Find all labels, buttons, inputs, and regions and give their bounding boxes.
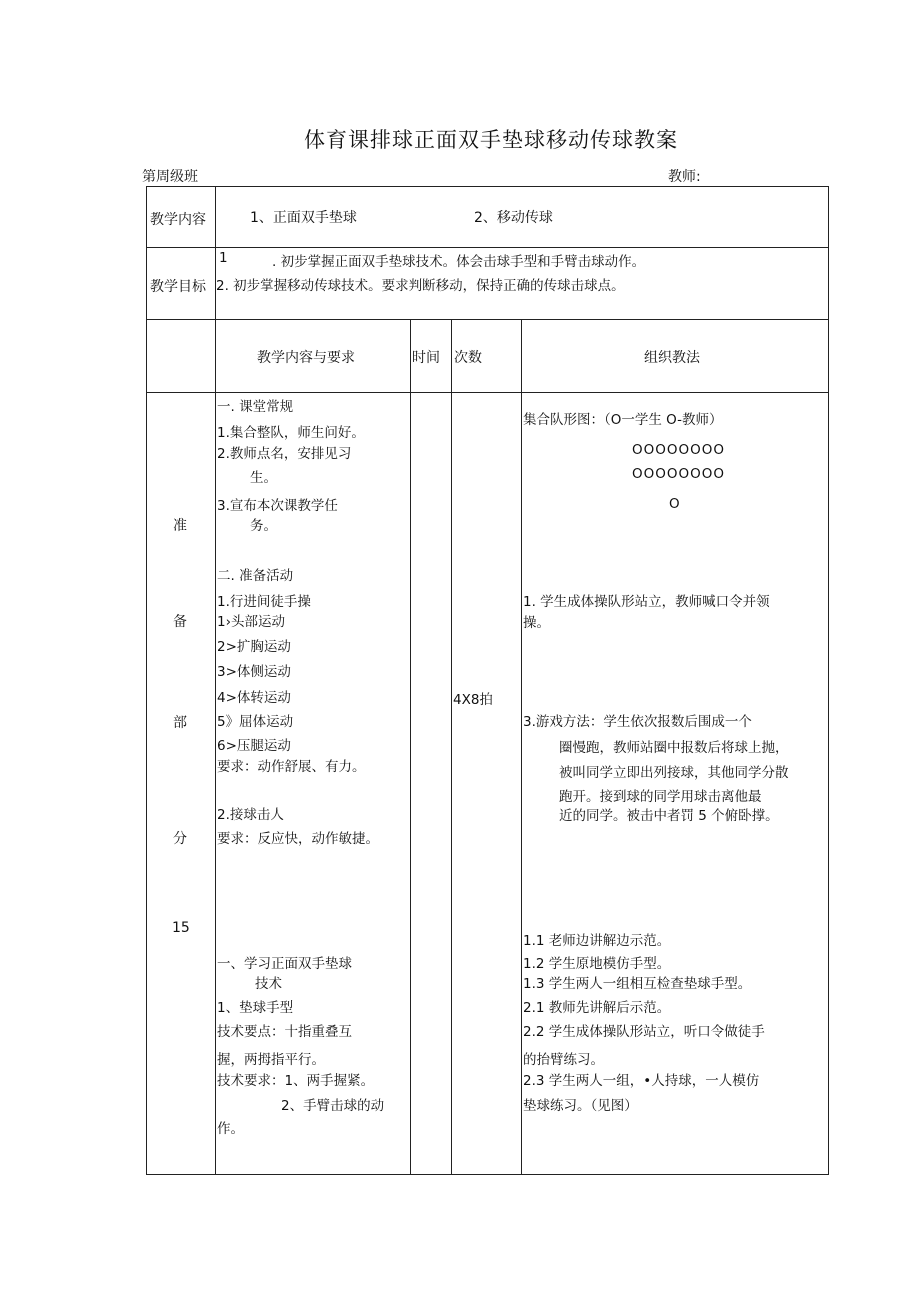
method-line: 2.3 学生两人一组，•人持球，一人模仿	[523, 1073, 760, 1089]
method-line: 1. 学生成体操队形站立，教师喊口令并领	[523, 594, 770, 610]
column-divider	[215, 186, 216, 1175]
row-divider	[146, 392, 829, 393]
method-line: 的抬臂练习。	[523, 1052, 604, 1068]
table-border-left	[146, 186, 147, 1175]
method-line: 1.3 学生两人一组相互检查垫球手型。	[523, 976, 752, 992]
content-line: 1、垫球手型	[217, 1000, 294, 1016]
method-line: 集合队形图：（O一学生 O-教师）	[523, 412, 723, 428]
formation-row: OOOOOOOO	[632, 442, 726, 458]
content-line: 技术要点：十指重叠互	[217, 1024, 352, 1040]
method-line: 圈慢跑，教师站圈中报数后将球上抛，	[559, 740, 789, 756]
method-line: 1.1 老师边讲解边示范。	[523, 933, 671, 949]
content-line: 5》屈体运动	[217, 714, 294, 730]
content-line: 2、手臂击球的动	[281, 1098, 385, 1114]
goal-line-1: . 初步掌握正面双手垫球技术。体会击球手型和手臂击球动作。	[272, 254, 646, 270]
method-line: 2.2 学生成体操队形站立，听口令做徒手	[523, 1024, 765, 1040]
method-line: 被叫同学立即出列接球，其他同学分散	[559, 765, 789, 781]
column-header-time: 时间	[412, 350, 440, 366]
content-line: 要求：动作舒展、有力。	[217, 759, 366, 775]
section-char: 部	[173, 715, 187, 731]
content-line: 3.宣布本次课教学任	[217, 498, 338, 514]
column-divider	[410, 319, 411, 1175]
method-line: 操。	[523, 615, 550, 631]
column-divider	[521, 319, 522, 1175]
method-line: 近的同学。被击中者罚 5 个俯卧撑。	[559, 808, 779, 824]
content-line: 技术	[255, 976, 282, 992]
content-line: 6>压腿运动	[217, 738, 291, 754]
method-line: 3.游戏方法：学生依次报数后围成一个	[523, 714, 752, 730]
content-line: 一、学习正面双手垫球	[217, 956, 352, 972]
column-header-count: 次数	[454, 350, 482, 366]
row-divider	[146, 319, 829, 320]
content-line: 要求：反应快，动作敏捷。	[217, 831, 379, 847]
content-line: 作。	[217, 1121, 244, 1137]
formation-row: OOOOOOOO	[632, 466, 726, 482]
page-title: 体育课排球正面双手垫球移动传球教案	[304, 128, 678, 152]
content-item-1: 1、正面双手垫球	[250, 210, 357, 226]
class-label: 第周级班	[142, 169, 198, 185]
teacher-label: 教师:	[668, 169, 701, 185]
content-line: 4>体转运动	[217, 690, 291, 706]
method-line: 跑开。接到球的同学用球击离他最	[559, 789, 762, 805]
column-header-content: 教学内容与要求	[257, 350, 355, 366]
content-line: 一. 课堂常规	[217, 399, 294, 415]
content-line: 1.行进间徒手操	[217, 594, 311, 610]
content-line: 1.集合整队，师生问好。	[217, 425, 365, 441]
table-border-top	[146, 186, 829, 187]
section-char: 分	[173, 831, 187, 847]
column-divider	[451, 319, 452, 1175]
content-line: 2>扩胸运动	[217, 639, 291, 655]
method-line: 垫球练习。（见图）	[523, 1098, 638, 1114]
goal-row-label: 教学目标	[150, 279, 206, 295]
table-border-bottom	[146, 1174, 829, 1175]
content-line: 二. 准备活动	[217, 568, 294, 584]
section-char: 备	[173, 614, 187, 630]
table-border-right	[828, 186, 829, 1175]
goal-line-2: 2. 初步掌握移动传球技术。要求判断移动，保持正确的传球击球点。	[216, 278, 625, 294]
goal-line-1-number: 1	[219, 250, 228, 266]
method-line: 1.2 学生原地模仿手型。	[523, 956, 671, 972]
formation-teacher: O	[669, 496, 680, 512]
column-header-method: 组织教法	[644, 350, 700, 366]
content-line: 3>体侧运动	[217, 664, 291, 680]
section-char: 准	[173, 518, 187, 534]
content-item-2: 2、移动传球	[474, 210, 553, 226]
section-minutes: 15	[172, 920, 190, 936]
content-line: 生。	[250, 470, 277, 486]
content-line: 务。	[250, 518, 277, 534]
content-line: 2.接球击人	[217, 807, 284, 823]
content-line: 技术要求：1、两手握紧。	[217, 1073, 375, 1089]
content-line: 1›头部运动	[217, 614, 285, 630]
count-value: 4X8拍	[453, 692, 493, 708]
content-line: 握，两拇指平行。	[217, 1052, 325, 1068]
content-line: 2.教师点名，安排见习	[217, 446, 352, 462]
content-row-label: 教学内容	[150, 212, 206, 228]
row-divider	[146, 247, 829, 248]
method-line: 2.1 教师先讲解后示范。	[523, 1000, 671, 1016]
